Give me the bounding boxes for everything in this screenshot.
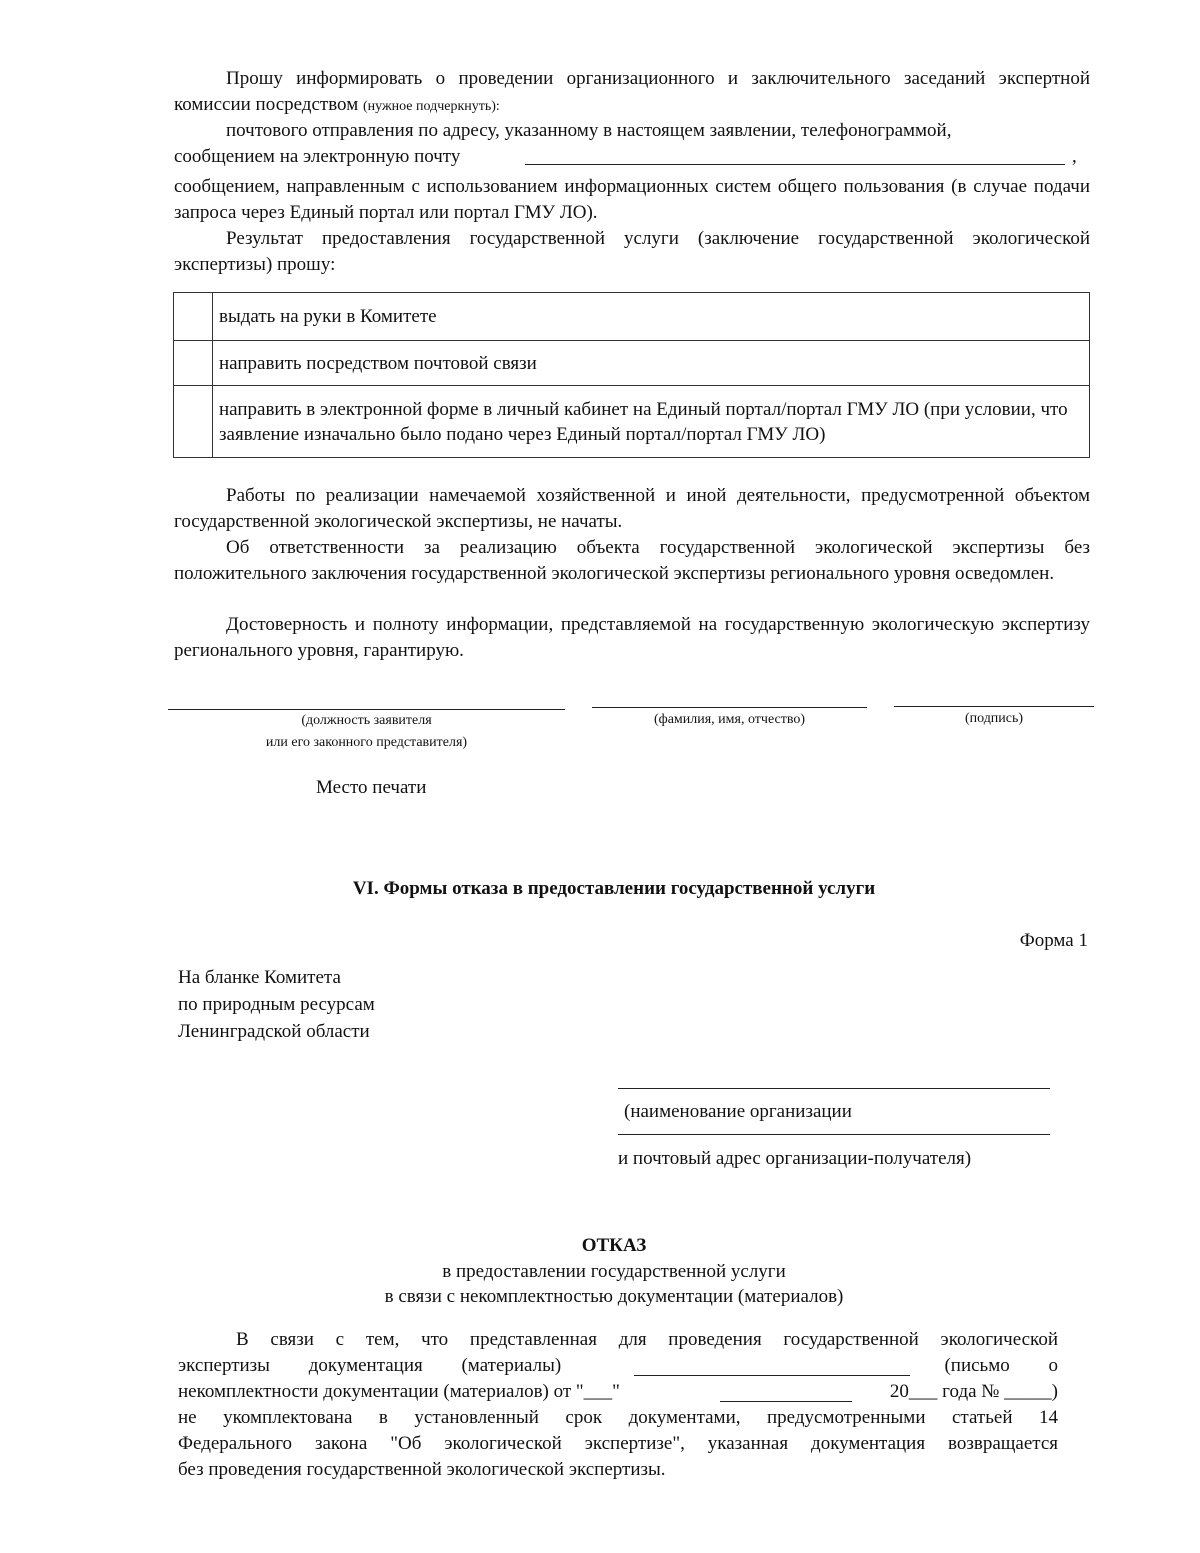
signature-line-signature	[894, 706, 1094, 707]
inform-paragraph	[174, 66, 1090, 120]
responsibility-paragraph: Об ответственности за реализацию объекта государственной экологической экспертизы без положительного заключения государственной экологической экспертизы регионального уровня осведомлен.	[174, 537, 1090, 584]
recipient-line-2	[618, 1134, 1050, 1135]
refusal-line: Федерального закона "Об экологической экспертизе", указанная документация возвращается	[178, 1433, 1058, 1454]
signature-line-name	[592, 707, 867, 708]
refusal-line-2a: экспертизы документация (материалы)	[178, 1355, 562, 1376]
date-blank-line	[720, 1401, 852, 1402]
result-paragraph: Результат предоставления государственной услуги (заключение государственной экологической экспертизы) прошу:	[174, 228, 1090, 275]
signature-caption: (подпись)	[964, 711, 1024, 726]
refusal-subtitle-1: в предоставлении государственной услуги	[442, 1261, 786, 1282]
guarantee-paragraph: Достоверность и полноту информации, представляемой на государственную экологическую экспертизу регионального уровня, гарантирую.	[174, 614, 1090, 661]
mail-paragraph	[174, 118, 1090, 144]
option-label: направить посредством почтовой связи	[213, 341, 1090, 386]
position-caption-1: (должность заявителя	[301, 713, 432, 728]
letterhead	[178, 964, 375, 1045]
inform-text: Прошу информировать о проведении организационного и заключительного заседаний экспертной комиссии посредством	[174, 68, 1090, 115]
letterhead-line: Ленинградской области	[178, 1021, 370, 1042]
email-blank-line	[525, 164, 1065, 165]
refusal-line: без проведения государственной экологической экспертизы.	[178, 1459, 666, 1480]
option-row[interactable]	[174, 293, 1090, 341]
section-title: VI. Формы отказа в предоставлении государственной услуги	[352, 878, 876, 899]
refusal-title: ОТКАЗ	[581, 1235, 647, 1256]
option-checkbox[interactable]	[174, 386, 213, 458]
refusal-line: не укомплектована в установленный срок документами, предусмотренными статьей 14	[178, 1407, 1058, 1428]
refusal-line-3a: некомплектности документации (материалов) от "___"	[178, 1381, 620, 1402]
refusal-line-2b: (письмо о	[944, 1355, 1058, 1376]
name-caption: (фамилия, имя, отчество)	[653, 712, 806, 727]
materials-blank-line	[634, 1375, 910, 1376]
option-checkbox[interactable]	[174, 341, 213, 386]
refusal-subtitle-2: в связи с некомплектностью документации (материалов)	[384, 1286, 844, 1307]
refusal-line-3	[178, 1379, 1058, 1405]
stamp-place: Место печати	[316, 777, 427, 798]
recipient-caption-1: (наименование организации	[624, 1101, 852, 1122]
works-paragraph: Работы по реализации намечаемой хозяйственной и иной деятельности, предусмотренной объектом государственной экологической экспертизы, не начаты.	[174, 485, 1090, 532]
delivery-options-table	[173, 292, 1090, 458]
recipient-line-1	[618, 1088, 1050, 1089]
option-row[interactable]	[174, 386, 1090, 458]
letterhead-line: по природным ресурсам	[178, 994, 375, 1015]
option-label: выдать на руки в Комитете	[213, 293, 1090, 341]
refusal-line-2	[178, 1353, 1058, 1379]
email-label: сообщением на электронную почту	[174, 146, 461, 167]
refusal-body	[178, 1327, 1058, 1483]
option-row[interactable]	[174, 341, 1090, 386]
mail-text-1: почтового отправления по адресу, указанному в настоящем заявлении, телефонограммой,	[226, 120, 952, 141]
email-comma: ,	[1072, 146, 1077, 167]
recipient-caption-2: и почтовый адрес организации-получателя)	[618, 1148, 972, 1169]
position-caption-2: или его законного представителя)	[265, 735, 468, 750]
form-label: Форма 1	[1019, 930, 1088, 951]
option-checkbox[interactable]	[174, 293, 213, 341]
inform-note: (нужное подчеркнуть):	[362, 99, 500, 114]
option-label: направить в электронной форме в личный кабинет на Единый портал/портал ГМУ ЛО (при условии, что заявление изначально было подано через Единый портал/портал ГМУ ЛО)	[213, 386, 1090, 458]
letterhead-line: На бланке Комитета	[178, 967, 341, 988]
info-system-paragraph: сообщением, направленным с использованием информационных систем общего пользования (в случае подачи запроса через Единый портал или портал ГМУ ЛО).	[174, 176, 1090, 223]
refusal-line-3b: 20___ года № _____)	[889, 1381, 1058, 1402]
refusal-line: В связи с тем, что представленная для проведения государственной экологической	[236, 1329, 1058, 1350]
position-caption	[168, 710, 565, 754]
